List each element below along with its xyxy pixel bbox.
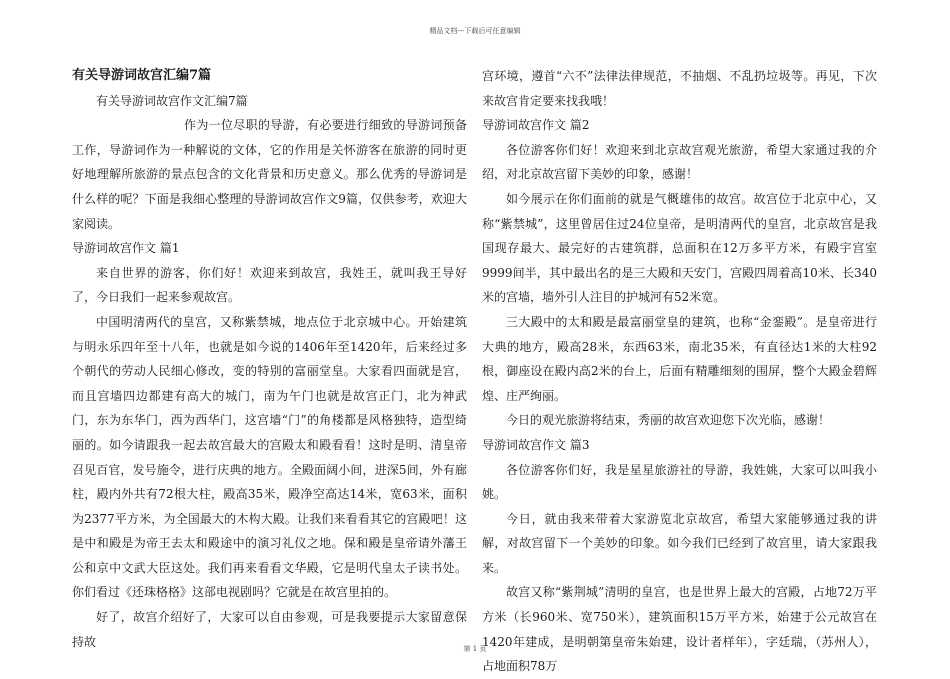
document-title: 有关导游词故宫汇编7篇 (72, 68, 212, 83)
page-header: 精品文档---下载后可任意编辑 (429, 27, 521, 35)
paragraph: 故宫又称“紫荆城”清明的皇宫，也是世界上最大的宫殿，占地72万平方米（长960米、宽750米），建筑面积15万平方米，始建于公元故宫在1420年建成，是明朝第皇帝朱始建，设计者样年），字廷瑞，（苏州人），占地面积78万 (482, 585, 877, 674)
section-text: 导游词故宫作文 篇2 (482, 118, 590, 133)
page-footer: 第 1 页 (463, 645, 487, 653)
paragraph: 各位游客你们好！欢迎来到北京故宫观光旅游，希望大家通过我的介绍，对北京故宫留下美妙的印象，感谢！ (482, 142, 877, 182)
paragraph: 作为一位尽职的导游，有必要进行细致的导游词预备工作，导游词作为一种解说的文体，它的作用是关怀游客在旅游的同时更好地理解所旅游的景点包含的文化背景和历史意义。那么优秀的导游词是什么样的呢？下面是我细心整理的导游词故宫作文9篇，仅供参考，欢迎大家阅读。 (72, 118, 467, 231)
left-column (72, 64, 467, 654)
paragraph: 如今展示在你们面前的就是气概雄伟的故宫。故宫位于北京中心，又称“紫禁城”，这里曾居住过24位皇帝，是明清两代的皇宫，北京故宫是我国现存最大、最完好的古建筑群，总面积在12万多平方米，有殿宇宫室9999间半，其中最出名的是三大殿和天安门，宫殿四周着高10米、长340米的宫墙，墙外引人注目的护城河有52米宽。 (482, 191, 877, 305)
paragraph: 今日，就由我来带着大家游览北京故宫，希望大家能够通过我的讲解，对故宫留下一个美妙的印象。如今我们已经到了故宫里，请大家跟我来。 (482, 511, 877, 575)
section-text: 导游词故宫作文 篇3 (482, 437, 590, 452)
paragraph: 今日的观光旅游将结束，秀丽的故宫欢迎您下次光临，感谢！ (506, 413, 831, 428)
paragraph: 各位游客你们好，我是星星旅游社的导游，我姓姚，大家可以叫我小姚。 (482, 462, 877, 502)
paragraph: 中国明清两代的皇宫，又称紫禁城，地点位于北京城中心。开始建筑与明永乐四年至十八年，也就是如今说的1406年至1420年，后来经过多个朝代的劳动人民细心修改，变的特别的富丽堂皇。大家看四面就是宫，而且宫墙四边都建有高大的城门，南为午门也就是故宫正门，北为神武门，东为东华门，西为西华门，这宫墙“门”的角楼都是风格独特，造型绮丽的。如今请跟我一起去故宫最大的宫殿太和殿看看！这时是明、清皇帝召见百官，发号施令，进行庆典的地方。全殿面阔小间，进深5间，外有廊柱，殿内外共有72根大柱，殿高35米，殿净空高达14米，宽63米，面积为2377平方米，为全国最大的木构大殿。让我们来看看其它的宫殿吧！这是中和殿是为帝王去太和殿途中的演习礼仪之地。保和殿是皇帝请外藩王公和京中文武大臣这处。我们再来看看文华殿，它是明代皇太子读书处。你们看过《还珠格格》这部电视剧吗？它就是在故宫里拍的。 (72, 314, 467, 600)
paragraph: 有关导游词故宫作文汇编7篇 (96, 93, 248, 108)
section-text: 宫环境，遵首“六不”法律法律规范，不抽烟、不乱扔垃圾等。再见，下次来故宫肯定要来找我哦！ (482, 69, 877, 108)
paragraph: 好了，故宫介绍好了，大家可以自由参观，可是我要提示大家留意保持故 (72, 610, 467, 649)
section-text: 导游词故宫作文 篇1 (72, 241, 180, 256)
paragraph: 三大殿中的太和殿是最富丽堂皇的建筑，也称“金銮殿”。是皇帝进行大典的地方，殿高28米，东西63米，南北35米，有直径达1米的大柱92根，御座设在殿内高2米的台上，后面有精雕细刻的围屏，整个大殿金碧辉煌、庄严绚丽。 (482, 314, 877, 403)
paragraph: 来自世界的游客，你们好！欢迎来到故宫，我姓王，就叫我王导好了，今日我们一起来参观故宫。 (72, 265, 467, 305)
right-column (482, 64, 877, 679)
